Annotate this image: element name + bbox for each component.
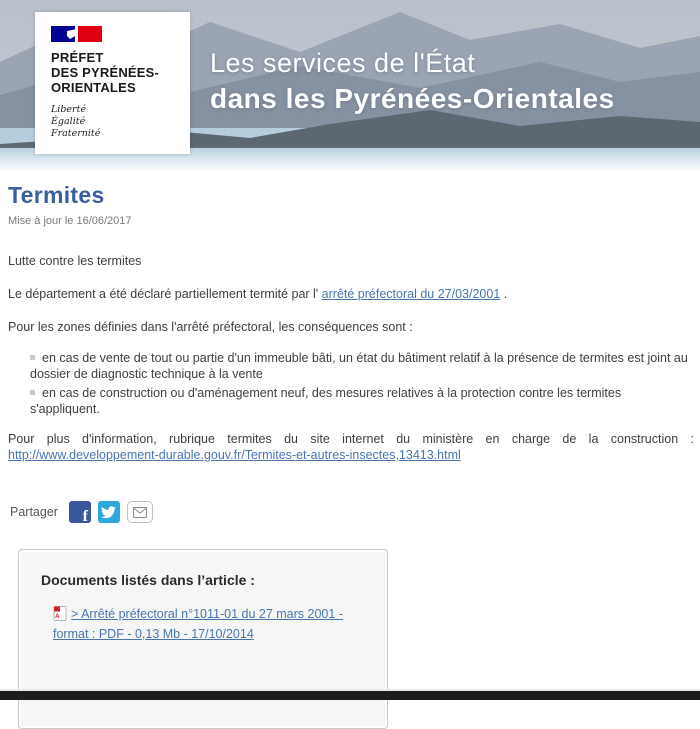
logo-line3: ORIENTALES	[51, 80, 136, 95]
twitter-share-icon[interactable]	[98, 501, 120, 523]
pdf-document-label: > Arrêté préfectoral n°1011-01 du 27 mars 2001 - format : PDF - 0,13 Mb - 17/10/2014	[53, 607, 343, 641]
updated-date: Mise à jour le 16/06/2017	[8, 215, 132, 227]
paragraph-declaration-text: Le département a été déclaré partiellement termité par l'	[8, 287, 322, 301]
logo-line2: DES PYRÉNÉES-	[51, 65, 160, 80]
list-item: en cas de vente de tout ou partie d'un immeuble bâti, un état du bâtiment relatif à la présence de termites est joint au dossier de diagnostic technique à la vente	[30, 350, 694, 382]
article-content	[0, 172, 700, 729]
page-title: Termites	[8, 182, 105, 208]
consequences-list	[8, 350, 694, 417]
pdf-document-link[interactable]	[53, 606, 353, 643]
arrete-prefectoral-link[interactable]: arrêté préfectoral du 27/03/2001	[321, 287, 501, 301]
paragraph-more-info	[8, 431, 694, 463]
twitter-bird-icon	[101, 506, 116, 519]
header-banner	[0, 0, 700, 172]
prefecture-logo[interactable]	[35, 12, 190, 154]
list-item: en cas de construction ou d'aménagement neuf, des mesures relatives à la protection contre les termites s'appliquent.	[30, 385, 694, 417]
facebook-share-icon[interactable]: f	[69, 501, 91, 523]
envelope-icon	[133, 507, 147, 518]
paragraph-declaration: Le département a été déclaré partiellement termité par l' arrêté préfectoral du 27/03/2001 .	[8, 287, 508, 301]
ministry-website-link[interactable]: http://www.developpement-durable.gouv.fr/Termites-et-autres-insectes,13413.html	[8, 448, 461, 462]
more-info-text: Pour plus d'information, rubrique termites du site internet du ministère en charge de la construction :	[8, 432, 694, 446]
share-label: Partager	[10, 505, 58, 519]
footer-bar	[0, 691, 700, 700]
logo-title	[51, 50, 190, 95]
email-share-icon[interactable]	[127, 501, 153, 523]
intro-text: Lutte contre les termites	[8, 254, 142, 268]
site-title	[210, 48, 615, 115]
share-row	[10, 501, 694, 523]
documents-box-title: Documents listés dans l’article :	[41, 572, 255, 588]
paragraph-zones: Pour les zones définies dans l'arrêté préfectoral, les conséquences sont :	[8, 320, 413, 334]
logo-line1: PRÉFET	[51, 50, 104, 65]
documents-box	[18, 549, 388, 729]
site-title-line2: dans les Pyrénées-Orientales	[210, 83, 615, 114]
site-title-line1: Les services de l'État	[210, 48, 476, 78]
svg-text:A: A	[55, 613, 60, 620]
logo-motto: Liberté Égalité Fraternité	[51, 104, 101, 139]
pdf-file-icon	[53, 606, 67, 626]
french-flag-icon	[51, 26, 190, 42]
